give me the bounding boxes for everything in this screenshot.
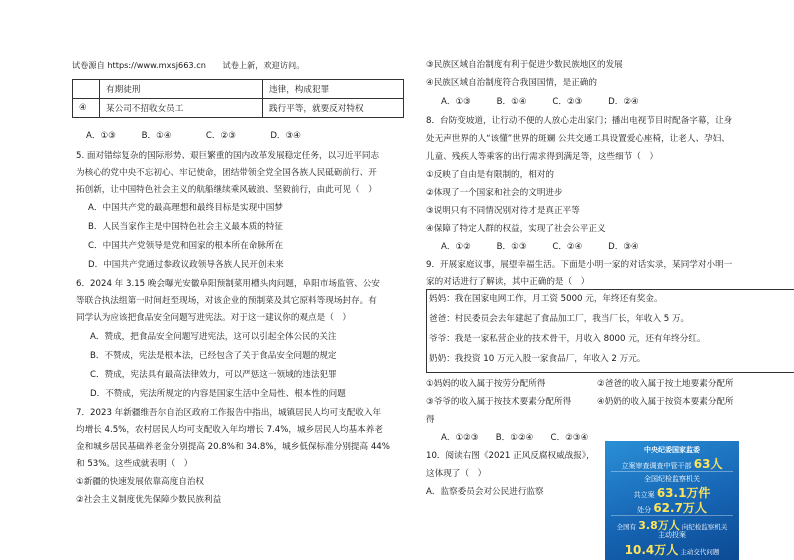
q6-option-c: C．赞成，宪法具有最高法律效力，可以严惩这一领域的违法犯罪 [90, 370, 337, 380]
q5-stem-line: 拓创新，让中国特色社会主义的航船继续乘风破浪、坚毅前行，由此可见（ ） [76, 185, 377, 195]
q8-stem-line: 处无声世界的人“该懂”世界的斑斓 公共交通工具设置爱心座椅，让老人、孕妇、 [426, 134, 730, 144]
anti-corruption-poster [605, 441, 739, 560]
poster-divider [611, 515, 733, 516]
q8-item-3: ③说明只有不同情况别对待才是真正平等 [426, 206, 580, 216]
q5-option-b: B．人民当家作主是中国特色社会主义最本质的特征 [88, 222, 283, 232]
table-cell-num: ④ [73, 99, 100, 118]
q7-item-3: ③民族区域自治制度有利于促进少数民族地区的发展 [426, 60, 623, 70]
source-tagline: 试卷上新，欢迎访问。 [222, 60, 305, 70]
q9-options: A．①②③ B．①②④ C．②③④ [441, 433, 589, 443]
table-cell-case: 某公司不招收女员工 [100, 99, 263, 118]
table-cell-case: 有期徒刑 [100, 80, 263, 99]
q7-stem-line: 均增长 4.5%，农村居民人均可支配收入年均增长 7.4%，城乡居民人均基本养老 [76, 425, 383, 435]
q9-stem-line: 9．开展家庭议事，展望幸福生活。下面是小明一家的对话实录，某同学对小明一 [426, 260, 733, 270]
table-cell-num [73, 80, 100, 99]
poster-figure: 63.1万件 [656, 486, 711, 500]
q8-stem-line: 儿童、残疾人等乘客的出行需求得到满足等，这些细节（ ） [426, 152, 659, 162]
q5-option-a: A．中国共产党的最高理想和最终目标是实现中国梦 [88, 203, 283, 213]
q9-item-2: ②爸爸的收入属于按土地要素分配所 [597, 379, 734, 389]
q9-stem-line: 家的对话进行了解读，其中正确的是（ ） [426, 277, 590, 287]
q7-stem-line: 和 53%。这些成就表明（ ） [76, 459, 193, 469]
q7-stem-line: 金和城乡居民基础养老金分别提高 20.8%和 34.8%，城乡低保标准分别提高 44% [76, 442, 390, 452]
dialogue-mother: 妈妈：我在国家电网工作，月工资 5000 元，年终还有奖金。 [429, 294, 663, 304]
dialogue-grandfather: 爷爷：我是一家私营企业的技术骨干，月收入 8000 元，还有年终分红。 [429, 334, 706, 344]
q7-item-4: ④民族区域自治制度符合我国国情，是正确的 [426, 78, 597, 88]
poster-figure: 10.4万人 [624, 543, 679, 557]
q10-option-a: A．监察委员会对公民进行监察 [426, 487, 544, 497]
q9-wrap-word: 得 [426, 415, 435, 425]
q8-options: A．①② B．①③ C．②④ D．③④ [441, 242, 639, 252]
table-cell-reason: 违律，构成犯罪 [263, 80, 404, 99]
q8-item-4: ④保障了特定人群的权益，实现了社会公平正义 [426, 224, 606, 234]
q10-stem-line: 这体现了（ ） [426, 469, 487, 479]
poster-line: 主动投案 [658, 531, 686, 539]
q6-option-a: A．赞成，把食品安全问题写进宪法，这可以引起全体公民的关注 [90, 332, 337, 342]
q7-item-2: ②社会主义制度优先保障少数民族利益 [76, 495, 222, 505]
poster-line [605, 499, 739, 516]
q6-option-b: B．不赞成，宪法是根本法，已经包含了关于食品安全问题的规定 [90, 351, 337, 361]
q6-stem-line: 6．2024 年 3.15 晚会曝光安徽阜阳预制菜用槽头肉问题，阜阳市场监管、公安 [76, 279, 380, 289]
poster-figure: 62.7万人 [653, 501, 707, 515]
poster-figure: 63人 [693, 457, 723, 471]
q8-stem-line: 8．台防变坡道，让行动不便的人放心走出家门；播出电视节目时配备字幕，让身 [426, 116, 733, 126]
poster-line [605, 541, 739, 558]
q9-item-1: ①妈妈的收入属于按劳分配所得 [426, 379, 546, 389]
poster-line: 中央纪委国家监委 [644, 446, 700, 454]
q8-item-2: ②体现了一个国家和社会的文明进步 [426, 188, 563, 198]
q5-option-c: C．中国共产党领导是党和国家的根本所在命脉所在 [88, 241, 284, 251]
poster-text: 立案审查调查中管干部 [621, 462, 692, 470]
poster-text: 主动交代问题 [680, 548, 720, 556]
source-line [72, 59, 304, 71]
q6-stem-line: 同学认为应该把食品安全问题写进宪法。对于这一建议你的观点是（ ） [76, 313, 352, 323]
table-row [73, 80, 404, 99]
dialogue-father: 爸爸：村民委员会去年建起了食品加工厂，我当厂长，年收入 5 万。 [429, 314, 690, 324]
q5-stem-line: 5. 面对错综复杂的国际形势、艰巨繁重的国内改革发展稳定任务，以习近平同志 [76, 151, 380, 161]
case-table [72, 79, 404, 118]
table-cell-reason: 践行平等，就要反对特权 [263, 99, 404, 118]
poster-text: 全国有 [616, 523, 637, 531]
q10-stem-line: 10．阅读右图《2021 正风反腐权威战报》， [426, 451, 595, 461]
q5-option-d: D．中国共产党通过参政议政领导各族人民开创未来 [88, 260, 284, 270]
table-row [73, 99, 404, 118]
q7-options: A．①③ B．①④ C．②③ D．②④ [441, 97, 639, 107]
dialogue-grandmother: 奶奶：我投资 10 万元入股一家食品厂，年收入 2 万元。 [429, 354, 646, 364]
q5-stem-line: 为核心的党中央不忘初心、牢记使命，团结带领全党全国各族人民砥砺前行、开 [76, 168, 377, 178]
poster-text: 向纪检监察机关 [681, 523, 728, 531]
poster-text: 共立案 [633, 491, 655, 499]
q4-options: A．①③ B．①④ C．②③ D．③④ [86, 131, 301, 141]
poster-text: 处分 [637, 506, 652, 514]
family-dialogue-box [426, 289, 794, 373]
poster-line [605, 455, 739, 472]
poster-figure: 3.8万人 [638, 519, 680, 532]
poster-divider [611, 471, 733, 472]
poster-line: 全国纪检监察机关 [644, 475, 700, 483]
q8-item-1: ①反映了自由是有限制的，相对的 [426, 170, 555, 180]
q6-stem-line: 等联合执法组第一时间赶至现场，对该企业的预制菜及其它原料等现场封存。有 [76, 296, 377, 306]
q7-item-1: ①新疆的快速发展依靠高度自治权 [76, 477, 205, 487]
source-label: 试卷源自 https://www.mxsj663.cn [72, 60, 206, 70]
q9-item-3: ③爷爷的收入属于按技术要素分配所得 [426, 397, 572, 407]
q6-option-d: D．不赞成，宪法所规定的内容是国家生活中全局性、根本性的问题 [90, 389, 346, 399]
q9-item-4: ④奶奶的收入属于按资本要素分配所 [597, 397, 734, 407]
q7-stem-line: 7．2023 年新疆维吾尔自治区政府工作报告中指出，城镇居民人均可支配收入年 [76, 408, 382, 418]
